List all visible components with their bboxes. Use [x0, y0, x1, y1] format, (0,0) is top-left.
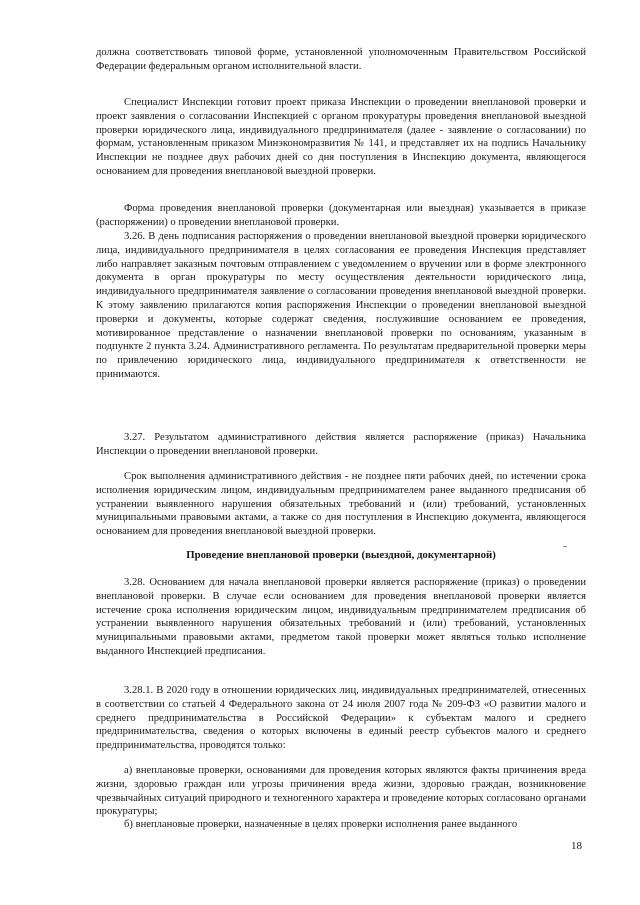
paragraph-continuation: должна соответствовать типовой форме, установленной уполномоченным Правительством Российской Федерации федеральным органом исполнительной власти.	[96, 47, 586, 72]
list-item-a: а) внеплановые проверки, основаниями для проведения которых являются факты причинения вреда жизни, здоровью граждан или угрозы причинения вреда жизни, здоровью граждан, возникновение чрезвычайных ситуаций природного и техногенного характера и проведение которых согласовано органами прокуратуры;	[96, 765, 586, 818]
page-number: 18	[571, 840, 582, 852]
paragraph-3-27: 3.27. Результатом административного действия является распоряжение (приказ) Начальника Инспекции о проведении внеплановой проверки.	[96, 432, 586, 457]
paragraph-3-28-1: 3.28.1. В 2020 году в отношении юридических лиц, индивидуальных предпринимателей, отнесенных в соответствии со статьей 4 Федерального закона от 24 июля 2007 года № 209-ФЗ «О развитии малого и среднего предпринимательства в Российской Федерации» к субъектам малого и среднего предпринимательства, сведения о которых включены в единый реестр субъектов малого и среднего предпринимательства, проводятся только:	[96, 685, 586, 752]
stray-mark	[563, 546, 567, 547]
paragraph-deadline: Срок выполнения административного действия - не позднее пяти рабочих дней, по истечении срока исполнения юридическим лицом, индивидуальным предпринимателем ранее выданного предписания об устранении выявленного нарушения обязательных требований и (или) требований, установленных муниципальными правовыми актами, а также со дня поступления в Инспекцию документа, являющегося основанием для проведения внеплановой выездной проверки.	[96, 471, 586, 538]
list-item-b: б) внеплановые проверки, назначенные в целях проверки исполнения ранее выданного	[124, 819, 518, 830]
paragraph-specialist-prepares: Специалист Инспекции готовит проект приказа Инспекции о проведении внеплановой проверки и проект заявления о согласовании Инспекцией с органом прокуратуры проведения внеплановой выездной проверки юридического лица, индивидуального предпринимателя (далее - заявление о согласовании) по формам, установленным приказом Минэкономразвития № 141, и представляет их на подпись Начальнику Инспекции не позднее двух рабочих дней со дня поступления в Инспекцию документа, являющегося основанием для проведения внеплановой выездной проверки.	[96, 97, 586, 177]
paragraph-3-28: 3.28. Основанием для начала внеплановой проверки является распоряжение (приказ) о проведении внеплановой проверки. В случае если основанием для проведения внеплановой проверки является истечение срока исполнения юридическим лицом, индивидуальным предпринимателем предписания об устранении выявленного нарушения обязательных требований и (или) требований, установленных муниципальными правовыми актами, предметом такой проверки может являться только исполнение выданного Инспекцией предписания.	[96, 577, 586, 657]
paragraph-3-26: 3.26. В день подписания распоряжения о проведении внеплановой выездной проверки юридического лица, индивидуального предпринимателя в целях согласования ее проведения Инспекция представляет либо направляет заказным почтовым отправлением с уведомлением о вручении или в форме электронного документа в орган прокуратуры по месту осуществления деятельности юридического лица, индивидуального предпринимателя заявление о согласовании проведения внеплановой выездной проверки. К этому заявлению прилагаются копия распоряжения Инспекции о проведении внеплановой выездной проверки и документы, которые содержат сведения, послужившие основанием ее проведения, мотивированное представление о назначении внеплановой проверки по основаниям, указанным в подпункте 2 пункта 3.24. Административного регламента. По результатам предварительной проверки меры по привлечению юридического лица, индивидуального предпринимателя к ответственности не принимаются.	[96, 231, 586, 380]
paragraph-inspection-form: Форма проведения внеплановой проверки (документарная или выездная) указывается в приказе (распоряжении) о проведении внеплановой проверки.	[96, 203, 586, 228]
section-heading: Проведение внеплановой проверки (выездной, документарной)	[186, 549, 496, 561]
